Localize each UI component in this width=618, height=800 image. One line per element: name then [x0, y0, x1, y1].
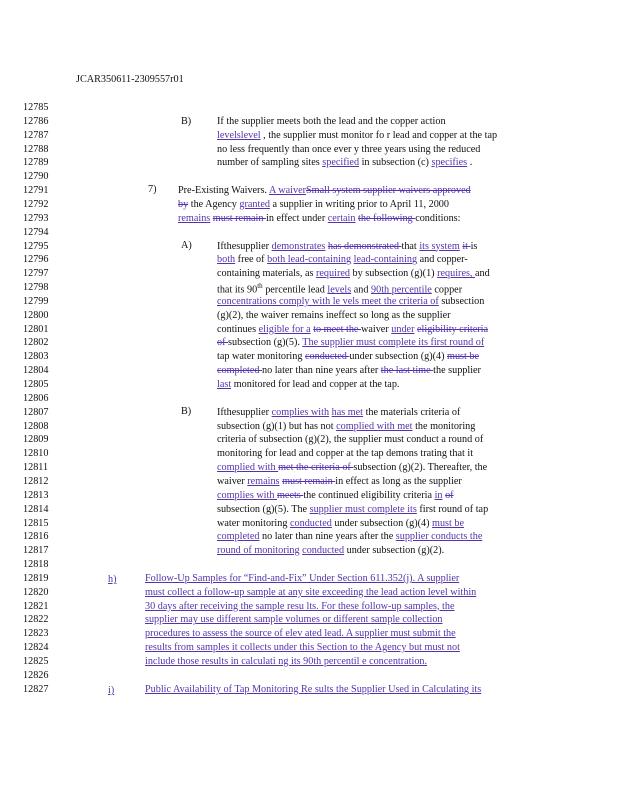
- line-number: 12795: [23, 240, 49, 252]
- deleted-text: must remain: [212, 212, 266, 224]
- line-number: 12820: [23, 586, 49, 598]
- inserted-text: requires,: [437, 268, 476, 280]
- line-number: 12817: [23, 545, 49, 557]
- line-number: 12821: [23, 600, 49, 612]
- line-number: 12799: [23, 295, 49, 307]
- text-run: a supplier in writing prior to April 11, 2000: [269, 198, 449, 210]
- text-run: the Agency: [188, 198, 240, 210]
- text-run: conditions:: [415, 212, 461, 224]
- line-number: 12785: [23, 102, 49, 113]
- inserted-text: concentrations comply with le vels meet the criteria of: [217, 295, 439, 307]
- inserted-text: specifies: [431, 157, 468, 169]
- inserted-text: supplier conducts the: [395, 531, 483, 543]
- inserted-text: required: [316, 268, 350, 280]
- text-line: [217, 504, 488, 515]
- text-run: continues: [217, 323, 259, 335]
- line-number: 12787: [23, 129, 49, 141]
- line-number: 12805: [23, 379, 49, 390]
- inserted-text: Follow-Up Samples for “Find-and-Fix” Under Section 611.352(j). A supplier: [145, 572, 460, 584]
- line-number: 12792: [23, 198, 49, 210]
- text-run: subsection: [438, 295, 485, 307]
- text-run: in subsection (c): [359, 157, 432, 169]
- line-number: 12797: [23, 268, 49, 280]
- text-line: [217, 130, 497, 141]
- inserted-text: complied with: [217, 462, 279, 474]
- inserted-text: levels: [327, 284, 352, 296]
- inserted-text: A waiver: [268, 185, 307, 197]
- line-number: 12822: [23, 614, 49, 626]
- line-number: 12813: [23, 489, 49, 501]
- text-run: first round of tap: [416, 503, 489, 515]
- text-line: [178, 199, 449, 210]
- text-run: subsection (g)(2). Thereafter, the: [353, 462, 488, 474]
- text-run: and copper-: [417, 254, 468, 266]
- text-line: [145, 614, 443, 625]
- inserted-text: include those results in calculati ng its 90th percentil e concentration.: [145, 656, 428, 667]
- deleted-text: eligibility criteria: [417, 323, 489, 335]
- item-label-b: B): [181, 116, 192, 127]
- inserted-text: must be: [432, 517, 465, 529]
- inserted-text: conducted: [290, 517, 332, 529]
- text-run: monitoring for lead and copper at the tap demons trating that it: [217, 448, 474, 460]
- line-number: 12786: [23, 115, 49, 127]
- line-number: 12790: [23, 171, 49, 183]
- line-number: 12816: [23, 531, 49, 543]
- text-run: the monitoring: [412, 420, 476, 432]
- text-run: under subsection (g)(4): [331, 517, 433, 529]
- line-number: 12807: [23, 406, 49, 418]
- inserted-text: lead-containing: [353, 254, 418, 266]
- text-line: [145, 642, 460, 653]
- text-line: [217, 157, 472, 168]
- text-line: [217, 310, 450, 321]
- text-run: in effect as long as the supplier: [335, 475, 462, 487]
- inserted-text: its system: [419, 240, 460, 252]
- text-run: (g)(2), the waiver remains ineffect so long as the supplier: [217, 309, 451, 321]
- item-label-h: h): [108, 574, 117, 585]
- text-run: that its 90: [217, 284, 258, 296]
- text-line: [178, 185, 471, 196]
- text-line: [217, 476, 462, 487]
- text-run: and: [351, 284, 371, 296]
- text-run: , the supplier must monitor fo r lead and copper at the tap: [260, 129, 498, 141]
- inserted-text: complies with: [217, 489, 277, 501]
- inserted-text: conducted: [302, 545, 345, 557]
- text-run: subsection (g)(5). The: [217, 503, 310, 515]
- text-line: [217, 434, 483, 445]
- text-line: [217, 324, 488, 335]
- text-line: [217, 462, 487, 473]
- text-run: water monitoring: [217, 517, 290, 529]
- document-id-header: JCAR350611-2309557r01: [76, 74, 184, 85]
- line-number: 12827: [23, 683, 49, 695]
- inserted-text: eligible for a: [258, 323, 311, 335]
- deleted-text: the last time: [380, 365, 434, 377]
- item-label-b-2: B): [181, 406, 192, 417]
- inserted-text: Public Availability of Tap Monitoring Re sults the Supplier Used in Calculating its: [145, 683, 482, 695]
- inserted-text: remains: [247, 475, 280, 487]
- line-number: 12810: [23, 448, 49, 460]
- text-line: [145, 628, 456, 639]
- line-number: 12825: [23, 656, 49, 667]
- deleted-text: completed: [217, 365, 262, 377]
- text-run: monitored for lead and copper at the tap.: [231, 379, 400, 390]
- text-run: under subsection (g)(4): [349, 351, 448, 363]
- deleted-text: of: [445, 489, 454, 501]
- text-run: in effect under: [266, 212, 328, 224]
- text-run: the continued eligibility criteria: [303, 489, 435, 501]
- text-line: [145, 587, 476, 598]
- text-run: is: [470, 240, 478, 252]
- line-number: 12826: [23, 669, 49, 681]
- text-line: [217, 379, 399, 390]
- text-run: Ifthesupplier: [217, 406, 272, 418]
- deleted-text: Small system supplier waivers approved: [306, 185, 471, 197]
- text-line: [217, 531, 482, 542]
- text-run: waiver: [217, 475, 248, 487]
- deleted-text: of: [217, 337, 229, 349]
- text-run: the supplier: [433, 365, 481, 377]
- inserted-text: 30 days after receiving the sample resu lts. For these follow-up samples, the: [145, 600, 455, 612]
- text-run: no later than nine years after: [261, 365, 381, 377]
- line-number: 12819: [23, 572, 49, 584]
- text-run: containing materials, as: [217, 268, 317, 280]
- text-line: [217, 518, 464, 529]
- text-line: [145, 601, 455, 612]
- inserted-text: levelslevel: [217, 129, 261, 141]
- text-run: subsection (g)(1) but has not: [217, 420, 337, 432]
- text-run: no less frequently than once ever y three years using the reduced: [217, 143, 481, 155]
- text-run: copper: [431, 284, 463, 296]
- line-number: 12823: [23, 628, 49, 640]
- line-number: 12796: [23, 254, 49, 266]
- line-number: 12803: [23, 351, 49, 363]
- inserted-text: remains: [178, 212, 211, 224]
- item-label-a: A): [181, 240, 192, 251]
- inserted-text: supplier may use different sample volumes or different sample collection: [145, 614, 443, 626]
- text-run: percentile lead: [262, 284, 328, 296]
- text-line: [217, 296, 484, 307]
- inserted-text: complies with: [271, 406, 330, 418]
- inserted-text: both lead-containing: [267, 254, 352, 266]
- line-number: 12791: [23, 185, 49, 197]
- text-line: [217, 421, 475, 432]
- text-line: [217, 241, 477, 252]
- text-run: that: [401, 240, 420, 252]
- text-line: [145, 573, 459, 584]
- deleted-text: conducted: [305, 351, 350, 363]
- inserted-text: in: [434, 489, 443, 501]
- line-number: 12815: [23, 517, 49, 529]
- inserted-text: specified: [322, 157, 360, 169]
- text-run: tap water monitoring: [217, 351, 305, 363]
- inserted-text: both: [217, 254, 236, 266]
- inserted-text: The supplier must complete its first round of: [302, 337, 485, 349]
- text-run: and: [475, 268, 490, 280]
- line-number: 12811: [23, 462, 49, 474]
- deleted-text: has demonstrated: [327, 240, 402, 252]
- deleted-text: must remain: [282, 475, 336, 487]
- text-run: by subsection (g)(1): [349, 268, 438, 280]
- inserted-text: complied with met: [336, 420, 413, 432]
- text-line: [145, 684, 481, 695]
- text-run: criteria of subsection (g)(2), the supplier must conduct a round of: [217, 434, 484, 446]
- inserted-text: under: [391, 323, 415, 335]
- line-number: 12793: [23, 212, 49, 224]
- item-label-i: i): [108, 685, 115, 696]
- text-run: number of sampling sites: [217, 157, 323, 169]
- text-line: [217, 144, 480, 155]
- inserted-text: procedures to assess the source of elev ated lead. A supplier must submit the: [145, 628, 456, 640]
- text-run: If the supplier meets both the lead and the copper action: [217, 115, 446, 127]
- line-number: 12818: [23, 559, 49, 571]
- line-number: 12798: [23, 282, 49, 294]
- line-number: 12804: [23, 365, 49, 377]
- text-run: subsection (g)(5).: [228, 337, 303, 349]
- text-run: th: [257, 282, 263, 291]
- text-line: [217, 268, 490, 279]
- text-line: [217, 351, 479, 362]
- line-number: 12812: [23, 475, 49, 487]
- text-run: waiver: [361, 323, 392, 335]
- line-number: 12814: [23, 503, 49, 515]
- inserted-text: supplier must complete its: [309, 503, 417, 515]
- line-number: 12800: [23, 309, 49, 321]
- inserted-text: last: [217, 379, 232, 390]
- inserted-text: demonstrates: [271, 240, 326, 252]
- line-number: 12788: [23, 143, 49, 155]
- text-line: [217, 116, 446, 127]
- inserted-text: 90th percentile: [371, 284, 432, 296]
- deleted-text: to meet the: [313, 323, 361, 335]
- line-number: 12808: [23, 420, 49, 432]
- line-number: 12802: [23, 337, 49, 349]
- deleted-text: meets: [277, 489, 304, 501]
- line-number: 12809: [23, 434, 49, 446]
- line-number: 12806: [23, 392, 49, 404]
- inserted-text: must collect a follow-up sample at any site exceeding the lead action level within: [145, 586, 477, 598]
- line-number: 12789: [23, 157, 49, 169]
- inserted-text: granted: [239, 198, 270, 210]
- deleted-text: must be: [447, 351, 480, 363]
- text-line: [217, 282, 462, 295]
- line-number: 12801: [23, 323, 49, 335]
- text-run: Ifthesupplier: [217, 240, 272, 252]
- deleted-text: met the criteria of: [278, 462, 354, 474]
- text-run: the materials criteria of: [363, 406, 461, 418]
- text-line: [217, 490, 454, 501]
- deleted-text: it: [462, 240, 471, 252]
- text-line: [217, 448, 473, 459]
- inserted-text: has met: [331, 406, 364, 418]
- inserted-text: certain: [327, 212, 356, 224]
- text-line: [217, 254, 468, 265]
- text-run: under subsection (g)(2).: [344, 545, 445, 557]
- text-line: [217, 407, 460, 418]
- text-line: [217, 365, 481, 376]
- text-run: .: [467, 157, 473, 169]
- text-run: free of: [235, 254, 268, 266]
- deleted-text: the following: [358, 212, 416, 224]
- inserted-text: completed: [217, 531, 260, 543]
- inserted-text: results from samples it collects under this Section to the Agency but must not: [145, 642, 460, 654]
- text-line: [217, 545, 444, 556]
- line-number: 12824: [23, 642, 49, 654]
- deleted-text: by: [178, 198, 189, 210]
- inserted-text: round of monitoring: [217, 545, 300, 557]
- line-number: 12794: [23, 226, 49, 238]
- text-line: [178, 213, 460, 224]
- text-run: Pre-Existing Waivers.: [178, 185, 269, 197]
- item-label-7: 7): [148, 184, 157, 195]
- text-line: [145, 656, 427, 667]
- text-run: no later than nine years after the: [259, 531, 396, 543]
- text-line: [217, 337, 484, 348]
